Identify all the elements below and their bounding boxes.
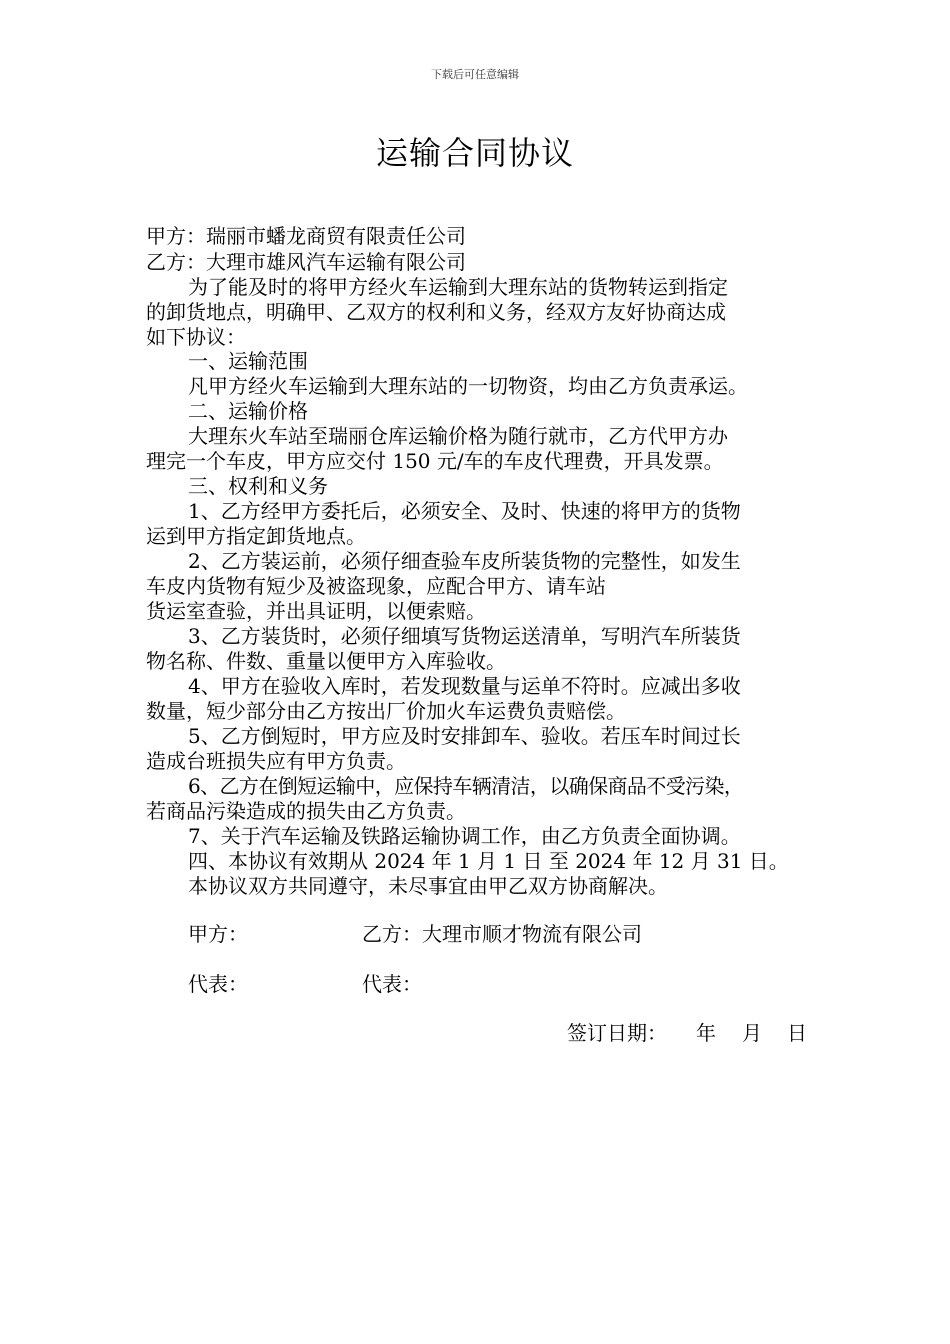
clause-text: 造成台班损失应有甲方负责。 [146,749,406,773]
intro-line: 为了能及时的将甲方经火车运输到大理东站的货物转运到指定 [188,275,728,299]
party-b-line: 乙方：大理市雄风汽车运输有限公司 [146,250,466,274]
clause-text: 7、关于汽车运输及铁路运输协调工作，由乙方负责全面协调。 [188,824,741,848]
clause-text: 若商品污染造成的损失由乙方负责。 [146,799,466,823]
party-a-signature-label: 甲方： [188,922,248,946]
clause-text: 数量，短少部分由乙方按出厂价加火车运费负责赔偿。 [146,699,626,723]
party-b-signature-label: 乙方：大理市顺才物流有限公司 [362,922,642,946]
party-a-line: 甲方：瑞丽市蟠龙商贸有限责任公司 [146,224,466,248]
sign-date-day: 日 [787,1021,807,1045]
intro-line: 的卸货地点，明确甲、乙双方的权利和义务，经双方友好协商达成 [146,300,726,324]
section-heading: 三、权利和义务 [188,474,328,498]
clause-text: 6、乙方在倒短运输中，应保持车辆清洁，以确保商品不受污染， [188,774,744,798]
section-heading: 一、运输范围 [188,349,308,373]
clause-text: 货运室查验，并出具证明，以便索赔。 [146,599,486,623]
sign-date-label: 签订日期： [567,1021,667,1045]
party-a-representative-label: 代表： [188,972,248,996]
clause-text: 车皮内货物有短少及被盗现象，应配合甲方、请车站 [146,574,606,598]
price-text: 大理东火车站至瑞丽仓库运输价格为随行就市，乙方代甲方办 [188,424,728,448]
document-title: 运输合同协议 [375,134,574,172]
intro-line: 如下协议： [146,325,246,349]
price-text: 理完一个车皮，甲方应交付 150 元/车的车皮代理费，开具发票。 [146,449,724,473]
clause-text: 5、乙方倒短时，甲方应及时安排卸车、验收。若压车时间过长 [188,724,741,748]
clause-text: 3、乙方装货时，必须仔细填写货物运送清单，写明汽车所装货 [188,624,741,648]
clause-text: 4、甲方在验收入库时，若发现数量与运单不符时。应减出多收 [188,674,741,698]
clause-text: 1、乙方经甲方委托后，必须安全、及时、快速的将甲方的货物 [188,499,741,523]
clause-text: 2、乙方装运前，必须仔细查验车皮所装货物的完整性，如发生 [188,549,741,573]
sign-date-month: 月 [742,1021,762,1045]
party-b-representative-label: 代表： [362,972,422,996]
clause-text: 物名称、件数、重量以便甲方入库验收。 [146,649,506,673]
scope-text: 凡甲方经火车运输到大理东站的一切物资，均由乙方负责承运。 [188,374,748,398]
clause-text: 运到甲方指定卸货地点。 [146,524,366,548]
section-heading: 二、运输价格 [188,399,308,423]
header-note: 下载后可任意编辑 [431,68,519,81]
closing-text: 本协议双方共同遵守，未尽事宜由甲乙双方协商解决。 [188,874,668,898]
sign-date-year: 年 [696,1021,716,1045]
validity-text: 四、本协议有效期从 2024 年 1 月 1 日 至 2024 年 12 月 31 日。 [188,849,789,873]
